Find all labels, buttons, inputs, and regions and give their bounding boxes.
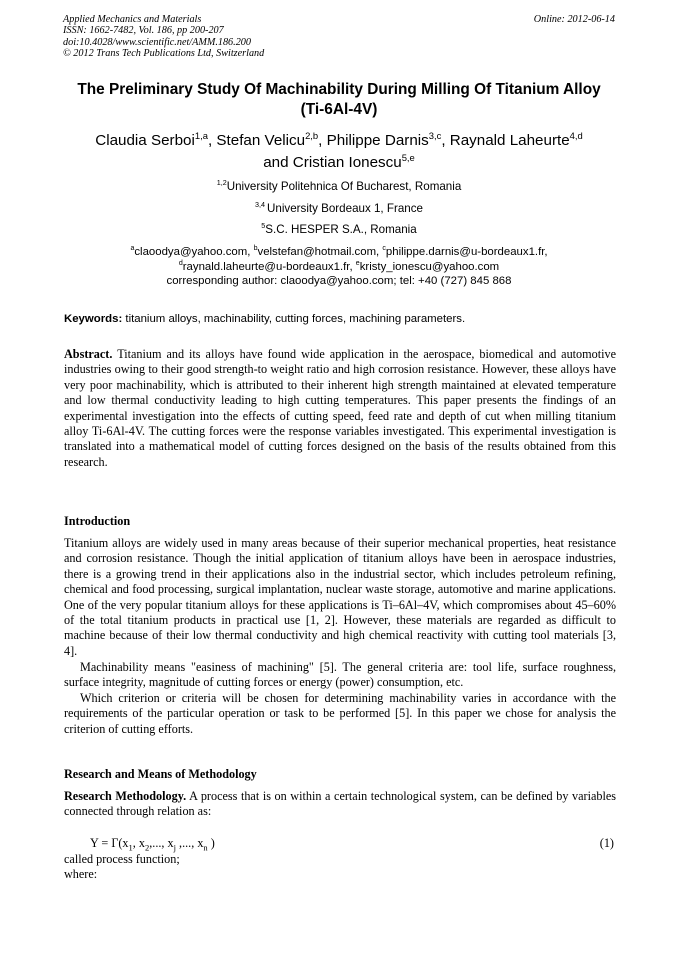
email-line-2 [40,260,638,275]
author-sep: , [318,132,327,149]
keywords [64,312,616,326]
email-address[interactable]: kristy_ionescu@yahoo.com [359,260,500,273]
author-sup: 2,b [305,129,319,141]
research-heading: Research and Means of Methodology [64,767,257,781]
email-sup: d [178,259,183,267]
where-line: where: [64,867,98,882]
author-name: Raynald Laheurte [449,132,570,149]
title-line-1: The Preliminary Study Of Machinability During Milling Of Titanium Alloy [77,81,601,98]
paper-title [40,80,638,120]
author-name: and Cristian Ionescu [263,154,402,171]
email-sup: a [130,245,135,253]
introduction-heading: Introduction [64,514,131,528]
introduction-paragraph-2: Machinability means "easiness of machining" [5]. The general criteria are: tool life, surface roughness, surface integrity, magnitude of cutting forces or energy (power) consumption, etc. [64,660,616,690]
abstract-text: Titanium and its alloys have found wide application in the aerospace, biomedical and automotive industries owing to their good strength-to weight ratio and high corrosion resistance. However, these alloys have very poor machinability, which is attributed to their inherent high strength maintained at elevated temperature and low thermal conductivity leading to high cutting temperatures. This paper presents the findings of an experimental investigation into the effects of cutting speed, feed rate and depth of cut when milling titanium alloy Ti-6Al-4V. The cutting forces were the response variables investigated. This experimental investigation is translated into a mathematical model of cutting forces designed on the basis of the results obtained from this research. [64,347,616,469]
author-line-2 [40,152,638,174]
equation-expression: $Y = \Gamma(x_1$, $x_2$,..., $x_j$ ,..., $x_n$ ) [90,836,215,853]
email-sup: c [382,245,386,253]
equation-lhs: Y = Γ(x [90,836,129,850]
email-sup: e [355,259,360,267]
email-address[interactable]: velstefan@hotmail.com, [257,246,383,258]
affiliation-text: S.C. HESPER S.A., Romania [265,223,417,236]
email-address[interactable]: raynald.laheurte@u-bordeaux1.fr, [182,260,356,273]
author-sup: 1,a [194,129,208,141]
journal-name: Applied Mechanics and Materials [63,14,202,25]
affiliation-2 [40,202,638,216]
affiliation-1 [40,180,638,194]
introduction-paragraph-1: Titanium alloys are widely used in many areas because of their superior mechanical properties, heat resistance and corrosion resistance. Though the initial application of titanium alloys have been in aerospace industries, there is a growing trend in their applications also in the industrial sector, which includes petroleum refining, chemical and food processing, surgical implantation, nuclear waste storage, automotive and marine applications. One of the very popular titanium alloys for these applications is Ti–6Al–4V, which compromises about 45–60% of the total titanium products in practical use [1, 2]. However, these materials are regarded as difficult to machine because of their low thermal conductivity and high chemical reactivity with cutting tool materials [3, 4]. [64,536,616,658]
research-label: Research Methodology. [64,789,187,803]
keywords-text: titanium alloys, machinability, cutting forces, machining parameters. [122,313,466,325]
author-line-1 [40,130,638,152]
email-address[interactable]: philippe.darnis@u-bordeaux1.fr, [385,246,548,258]
email-line-1 [40,245,638,260]
affiliation-3 [40,223,638,237]
introduction-paragraph-3: Which criterion or criteria will be chosen for determining machinability varies in accordance with the requirements of the particular operation or task to be performed [5]. In this paper we chose for analysis the criterion of cutting efforts. [64,691,616,736]
equation-followup [64,852,616,883]
affiliation-text: University Politehnica Of Bucharest, Romania [226,180,462,193]
online-date: Online: 2012-06-14 [533,14,615,25]
affiliation-sup: 1,2 [216,178,227,188]
author-sup: 4,d [569,129,583,141]
email-block [40,245,638,289]
copyright-line: © 2012 Trans Tech Publications Ltd, Switzerland [63,48,265,60]
author-sup: 5,e [401,151,415,163]
title-line-2: (Ti-6Al-4V) [300,101,378,118]
keywords-label: Keywords: [64,313,123,325]
author-sup: 3,c [428,129,442,141]
author-name: Claudia Serboi [95,132,195,149]
affiliation-sup: 3,4 [255,200,268,210]
email-address[interactable]: claoodya@yahoo.com, [134,246,254,258]
author-sep: , [441,132,450,149]
author-list [40,130,638,174]
abstract-label: Abstract. [64,347,113,361]
affiliation-text: University Bordeaux 1, France [267,202,423,215]
author-sep: , [207,132,217,149]
author-name: Stefan Velicu [216,132,306,149]
affiliation-sup: 5 [261,221,266,231]
abstract [64,347,616,470]
corresponding-author: corresponding author: claoodya@yahoo.com; tel: +40 (727) 845 868 [166,275,512,288]
equation-number: (1) [599,836,614,850]
research-paragraph [64,789,616,820]
author-name: Philippe Darnis [326,132,429,149]
doi-line: doi:10.4028/www.scientific.net/AMM.186.200 [63,36,251,48]
research-text: A process that is on within a certain technological system, can be defined by variables connected through relation as: [64,789,617,819]
email-sup: b [253,245,258,253]
journal-info [63,14,463,60]
issn-line: ISSN: 1662-7482, Vol. 186, pp 200-207 [63,25,224,37]
process-function-line: called process function; [64,852,180,866]
